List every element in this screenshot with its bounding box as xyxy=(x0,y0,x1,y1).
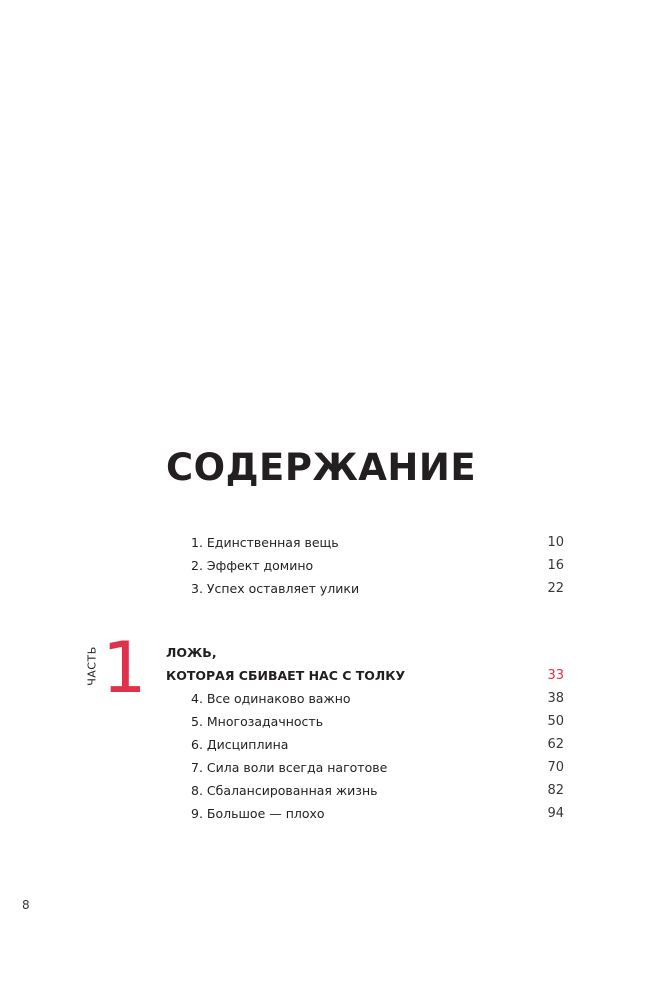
toc-entry[interactable] xyxy=(0,577,666,600)
toc-entry-page: 82 xyxy=(547,783,564,798)
toc-entry[interactable] xyxy=(0,687,666,710)
toc-entry-page: 50 xyxy=(547,714,564,729)
toc-entry-label: 5. Многозадачность xyxy=(191,714,324,729)
toc-entry-page: 38 xyxy=(547,691,564,706)
toc-entry-label: 2. Эффект домино xyxy=(191,558,314,573)
toc-entry-label: 6. Дисциплина xyxy=(191,737,289,752)
toc-entry-page: 70 xyxy=(547,760,564,775)
part-page: 33 xyxy=(547,668,564,683)
part-heading-row-2[interactable] xyxy=(0,664,666,687)
part-heading-line-1: ЛОЖЬ, xyxy=(166,645,217,660)
toc-entry[interactable] xyxy=(0,710,666,733)
toc-entry-page: 62 xyxy=(547,737,564,752)
toc-entry-label: 9. Большое — плохо xyxy=(191,806,325,821)
page-title: СОДЕРЖАНИЕ xyxy=(166,446,477,489)
part-word-vertical: ЧАСТЬ xyxy=(85,646,99,686)
toc-entry-page: 22 xyxy=(547,581,564,596)
part-heading-line-2: КОТОРАЯ СБИВАЕТ НАС С ТОЛКУ xyxy=(166,668,406,683)
part-number: 1 xyxy=(102,627,147,709)
toc-entry[interactable] xyxy=(0,733,666,756)
part-heading-row-1 xyxy=(0,641,666,664)
toc-entry-page: 94 xyxy=(547,806,564,821)
toc-entry-label: 7. Сила воли всегда наготове xyxy=(191,760,388,775)
toc-entry[interactable] xyxy=(0,554,666,577)
toc-entry-label: 1. Единственная вещь xyxy=(191,535,339,550)
toc-entry-page: 16 xyxy=(547,558,564,573)
toc-entry[interactable] xyxy=(0,802,666,825)
toc-entry-page: 10 xyxy=(547,535,564,550)
toc-entry-label: 4. Все одинаково важно xyxy=(191,691,351,706)
page-number: 8 xyxy=(22,898,30,912)
toc-entry-label: 3. Успех оставляет улики xyxy=(191,581,360,596)
toc-entry-label: 8. Сбалансированная жизнь xyxy=(191,783,378,798)
toc-entry[interactable] xyxy=(0,531,666,554)
toc-entry[interactable] xyxy=(0,756,666,779)
toc-entry[interactable] xyxy=(0,779,666,802)
